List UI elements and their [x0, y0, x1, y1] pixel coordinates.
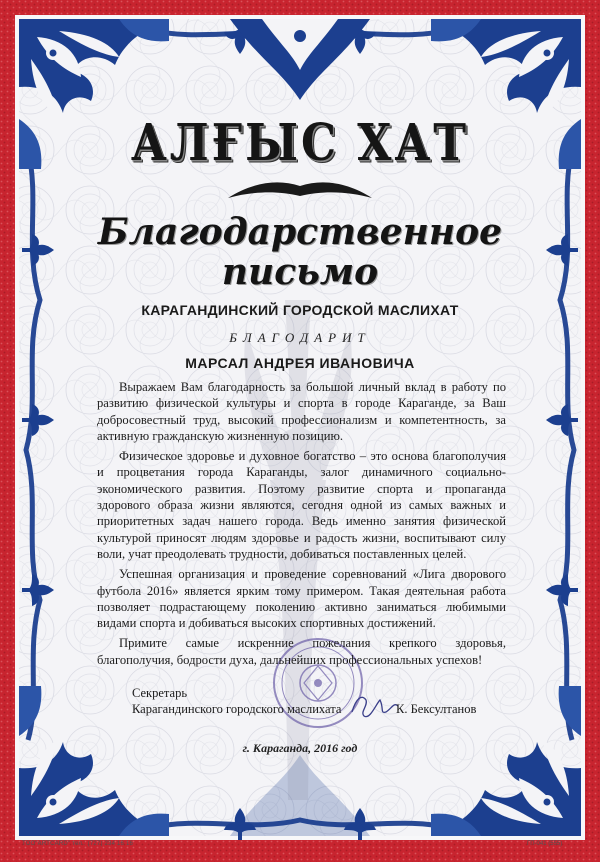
letter-body	[97, 379, 506, 672]
body-paragraph: Выражаем Вам благодарность за большой личный вклад в работу по развитию физической культуры и спорта в городе Караганде, за Ваш добросовестный труд, высокий профессионализм и компетентность, за активную гражданскую жизненную позицию.	[97, 380, 506, 443]
issuer-name: КАРАГАНДИНСКИЙ ГОРОДСКОЙ МАСЛИХАТ	[141, 302, 459, 318]
signer-name: К. Бексултанов	[396, 702, 477, 716]
body-paragraph: Физическое здоровье и духовное богатство – это основа благополучия и процветания города Караганды, залог динамичного социально-экономического развития. Поэтому развитие спорта и пропаганда здорового образа жизни являются, сегодня одной из самых важных и приоритетных задач нашего города. Ведь именно занятия физической культурой приносят людям здоровье и радость жизни, воспитывают силу воли, учат преодолевать трудности, добиваться поставленных целей.	[97, 449, 506, 561]
signature-organization: Карагандинского городского маслихата	[132, 702, 342, 716]
printer-imprint: ТОО"ARTCARD" тел.: (727) 234 16 16	[22, 841, 134, 847]
title-russian-line2: письмо	[221, 251, 379, 293]
body-paragraph: Успешная организация и проведение соревнований «Лига дворового футбола 2016» является ярким тому примером. Такая деятельная работа позволяет подрастающему поколению активно заниматься любимыми видами спорта и добиваться высоких спортивных достижений.	[97, 567, 506, 631]
title-russian	[0, 212, 600, 292]
title-russian-line1: Благодарственное	[97, 211, 503, 253]
recipient-name: МАРСАЛ АНДРЕЯ ИВАНОВИЧА	[185, 355, 415, 371]
place-date: г. Караганда, 2016 год	[242, 741, 358, 755]
form-code: ГП-041 (555)	[527, 841, 563, 847]
body-paragraph: Примите самые искренние пожелания крепкого здоровья, благополучия, бодрости духа, дальнейших профессиональных успехов!	[97, 636, 506, 667]
thanks-word: БЛАГОДАРИТ	[229, 330, 371, 345]
title-kazakh: АЛҒЫС ХАТ	[130, 114, 470, 173]
signature-title: Секретарь	[132, 686, 188, 700]
